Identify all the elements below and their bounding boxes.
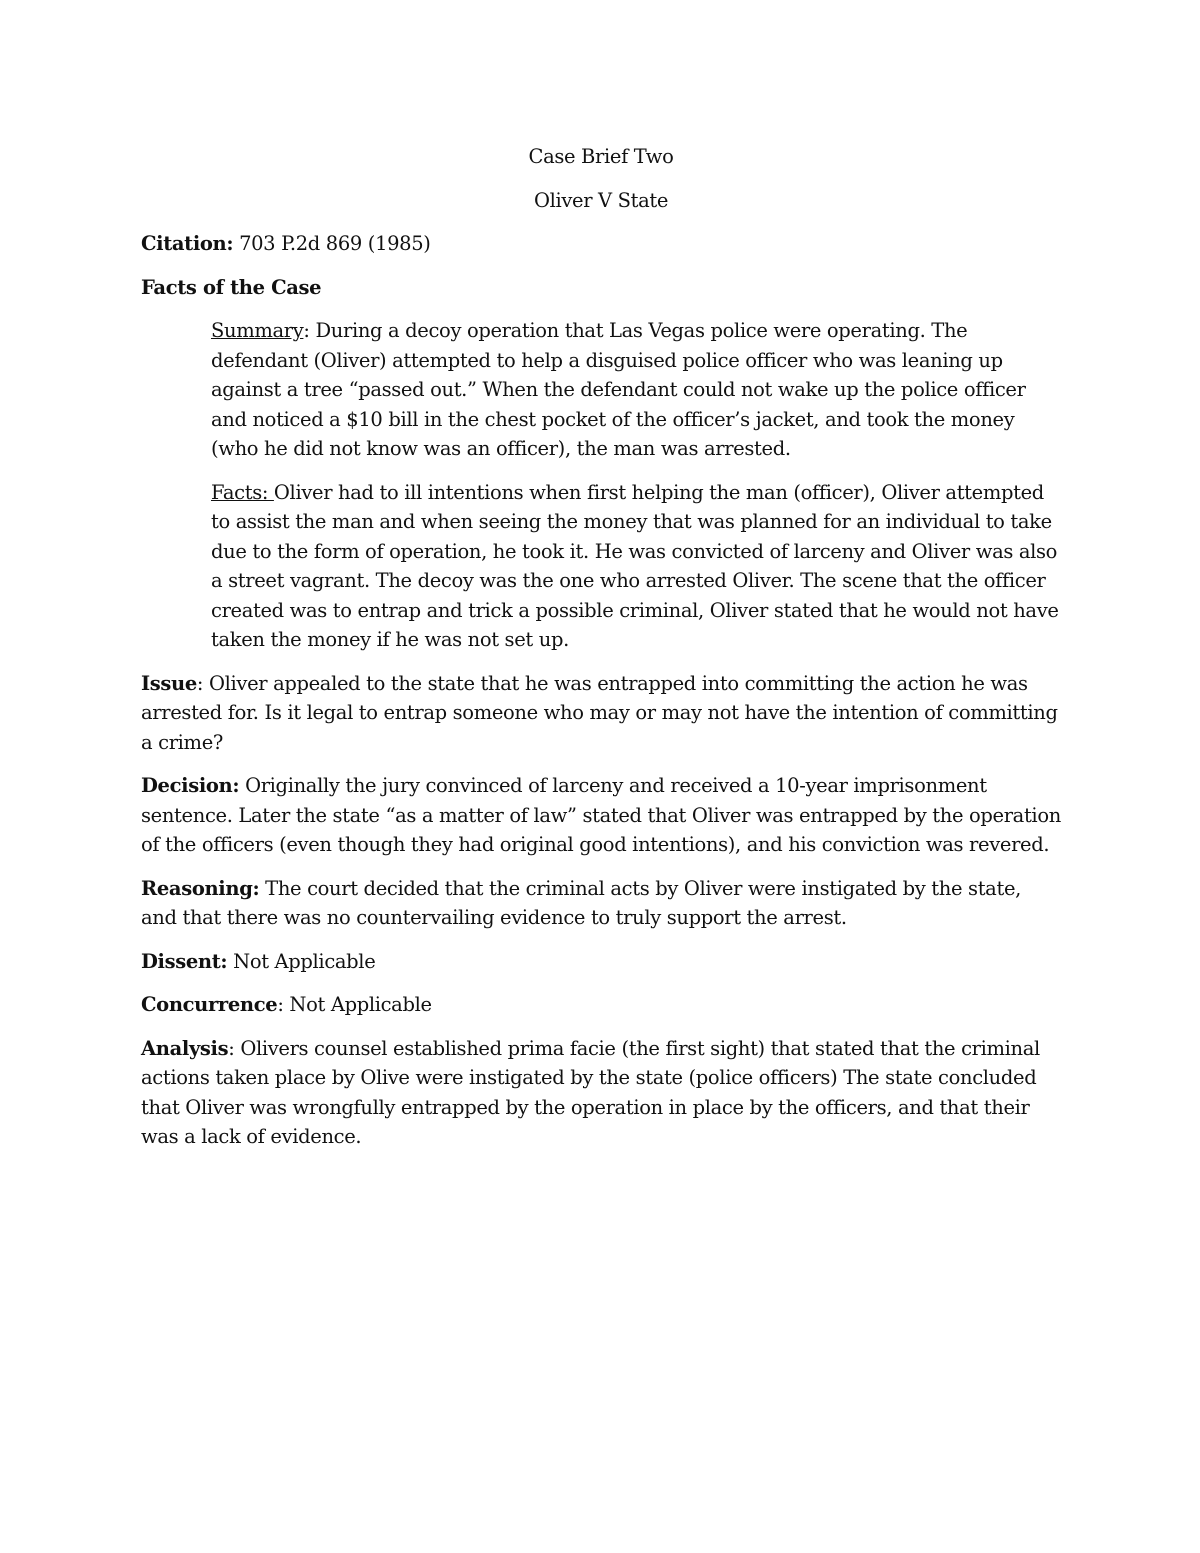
decision-text: Originally the jury convinced of larceny and received a 10-year imprisonment sentence. Later the state “as a matter of law” stated that Oliver was entrapped by the operation of the officers (even though they had original good intentions), and his conviction was revered. [141, 774, 1061, 856]
reasoning-text: The court decided that the criminal acts by Oliver were instigated by the state, and that there was no countervailing evidence to truly support the arrest. [141, 876, 1021, 929]
concurrence-paragraph [141, 990, 1061, 1020]
issue-label: Issue [141, 671, 197, 695]
citation-paragraph [141, 229, 1061, 259]
analysis-text: : Olivers counsel established prima facie (the first sight) that stated that the criminal actions taken place by Olive were instigated by the state (police officers) The state concluded that Oliver was wrongfully entrapped by the operation in place by the officers, and that their was a lack of evidence. [141, 1036, 1040, 1148]
reasoning-paragraph [141, 874, 1061, 933]
facts-text: Oliver had to ill intentions when first helping the man (officer), Oliver attempted to assist the man and when seeing the money that was planned for an individual to take due to the form of operation, he took it. He was convicted of larceny and Oliver was also a street vagrant. The decoy was the one who arrested Oliver. The scene that the officer created was to entrap and trick a possible criminal, Oliver stated that he would not have taken the money if he was not set up. [211, 480, 1059, 651]
issue-text: : Oliver appealed to the state that he was entrapped into committing the action he was arrested for. Is it legal to entrap someone who may or may not have the intention of committing a crime? [141, 671, 1058, 754]
issue-paragraph [141, 669, 1061, 758]
decision-label: Decision: [141, 774, 240, 797]
reasoning-label: Reasoning: [141, 876, 260, 900]
decision-paragraph [141, 771, 1061, 860]
facts-label: Facts: [211, 480, 274, 504]
citation-label: Citation: [141, 232, 234, 255]
summary-text: : During a decoy operation that Las Vegas police were operating. The defendant (Oliver) attempted to help a disguised police officer who was leaning up against a tree “passed out.” When the defendant could not wake up the police officer and noticed a $10 bill in the chest pocket of the officer’s jacket, and took the money (who he did not know was an officer), the man was arrested. [211, 319, 1026, 460]
dissent-paragraph [141, 947, 1061, 977]
facts-paragraph [211, 478, 1061, 655]
document-title: Case Brief Two [528, 145, 674, 168]
analysis-paragraph [141, 1034, 1061, 1152]
case-name: Oliver V State [533, 188, 669, 212]
analysis-label: Analysis [141, 1036, 229, 1060]
dissent-label: Dissent: [141, 949, 228, 973]
concurrence-label: Concurrence [141, 993, 278, 1016]
document-page [141, 142, 1061, 1166]
dissent-text: Not Applicable [227, 949, 376, 973]
citation-text: 703 P.2d 869 (1985) [233, 232, 431, 255]
facts-heading: Facts of the Case [141, 275, 322, 299]
summary-label: Summary [211, 319, 304, 342]
summary-paragraph [211, 316, 1061, 464]
concurrence-text: : Not Applicable [277, 993, 432, 1016]
